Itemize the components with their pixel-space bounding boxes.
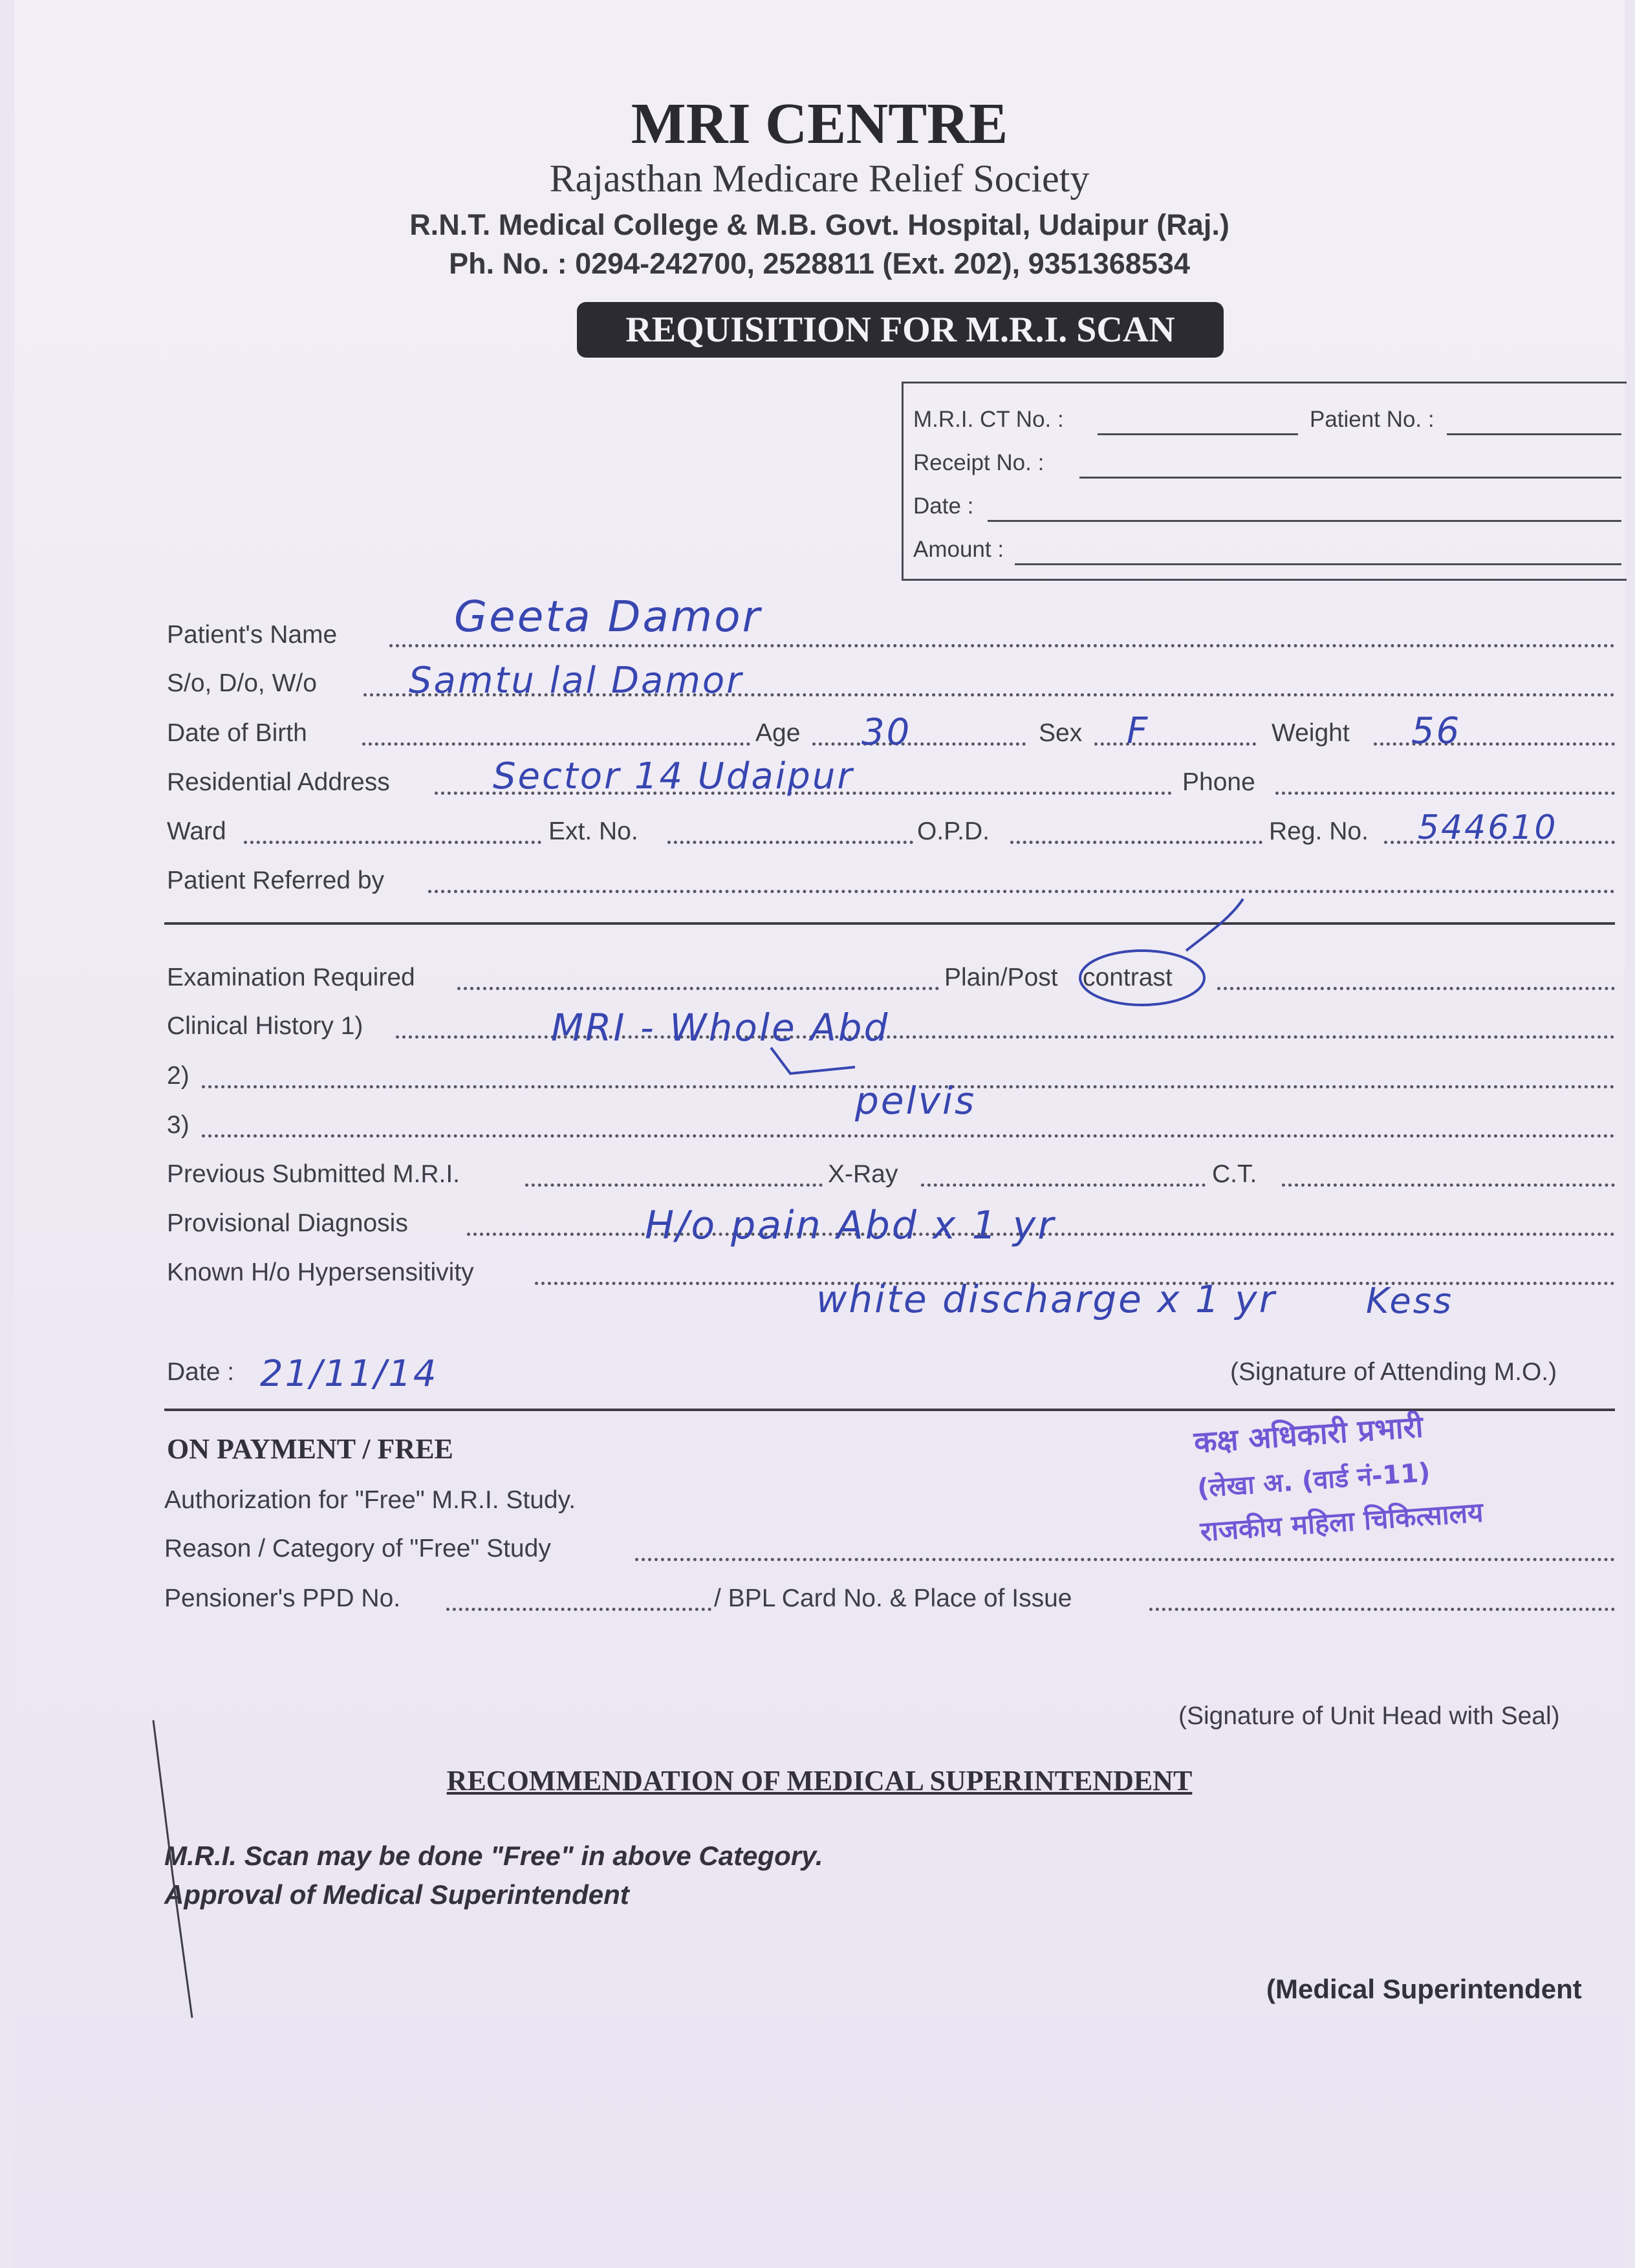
sex-value: F xyxy=(1127,710,1150,752)
contrast-tick xyxy=(1186,899,1243,951)
ppd-label: Pensioner's PPD No. xyxy=(164,1584,401,1612)
phone-label: Phone xyxy=(1182,768,1255,796)
recommendation-line-1: M.R.I. Scan may be done "Free" in above Category. xyxy=(164,1841,823,1871)
age-value: 30 xyxy=(861,711,912,753)
relation-label: S/o, D/o, W/o xyxy=(167,669,317,697)
prov-diagnosis-label: Provisional Diagnosis xyxy=(167,1209,408,1237)
weight-label: Weight xyxy=(1272,719,1350,747)
referred-by-label: Patient Referred by xyxy=(167,867,385,894)
superintendent-signature-label: (Medical Superintendent xyxy=(1266,1974,1582,2004)
ward-label: Ward xyxy=(167,817,226,845)
authorization-label: Authorization for "Free" M.R.I. Study. xyxy=(164,1486,576,1514)
stamp-line-1: कक्ष अधिकारी प्रभारी xyxy=(1193,1409,1424,1460)
ink-marks-overlay xyxy=(14,0,1625,2268)
recommendation-line-2: Approval of Medical Superintendent xyxy=(164,1879,629,1910)
requisition-form xyxy=(14,0,1625,2268)
stamp-line-2: (लेखा अ. (वार्ड नं-11) xyxy=(1196,1458,1431,1504)
patient-no-label: Patient No. : xyxy=(1310,407,1435,432)
exam-value-2: pelvis xyxy=(855,1079,977,1123)
history-value-2: white discharge x 1 yr xyxy=(816,1277,1277,1321)
exam-required-label: Examination Required xyxy=(167,964,415,991)
stamp-line-3: राजकीय महिला चिकित्सालय xyxy=(1199,1496,1484,1548)
plain-post-label: Plain/Post xyxy=(944,964,1058,991)
history-3-label: 3) xyxy=(167,1111,189,1139)
date-label: Date : xyxy=(167,1358,235,1386)
patient-name-value: Geeta Damor xyxy=(454,592,762,642)
sex-label: Sex xyxy=(1039,719,1083,747)
phone-numbers: Ph. No. : 0294-242700, 2528811 (Ext. 202), 9351368534 xyxy=(449,247,1190,280)
mri-ct-no-label: M.R.I. CT No. : xyxy=(913,407,1064,432)
exam-value: MRI - Whole Abd xyxy=(551,1006,890,1050)
reason-label: Reason / Category of "Free" Study xyxy=(164,1535,551,1562)
college-name: R.N.T. Medical College & M.B. Govt. Hospital, Udaipur (Raj.) xyxy=(409,208,1229,241)
age-label: Age xyxy=(755,719,801,747)
centre-title: MRI CENTRE xyxy=(631,92,1008,156)
amount-label: Amount : xyxy=(913,537,1004,562)
contrast-option[interactable]: contrast xyxy=(1083,964,1173,991)
date-value: 21/11/14 xyxy=(260,1353,439,1395)
address-label: Residential Address xyxy=(167,768,390,796)
reg-no-label: Reg. No. xyxy=(1269,817,1369,845)
recommendation-heading: RECOMMENDATION OF MEDICAL SUPERINTENDENT xyxy=(446,1765,1193,1797)
history-2-label: 2) xyxy=(167,1062,189,1090)
payment-heading: ON PAYMENT / FREE xyxy=(167,1433,453,1465)
weight-value: 56 xyxy=(1411,710,1462,752)
dob-label: Date of Birth xyxy=(167,719,307,747)
relation-value: Samtu lal Damor xyxy=(409,660,744,702)
exam-dash-mark xyxy=(771,1048,855,1074)
prev-mri-label: Previous Submitted M.R.I. xyxy=(167,1160,460,1188)
xray-label: X-Ray xyxy=(828,1160,898,1188)
clinical-history-label: Clinical History 1) xyxy=(167,1012,363,1040)
ext-no-label: Ext. No. xyxy=(548,817,638,845)
mo-signature-label: (Signature of Attending M.O.) xyxy=(1230,1358,1557,1386)
bpl-label: / BPL Card No. & Place of Issue xyxy=(714,1584,1072,1612)
opd-label: O.P.D. xyxy=(917,817,990,845)
form-title-banner: REQUISITION FOR M.R.I. SCAN xyxy=(577,302,1224,358)
box-date-label: Date : xyxy=(913,493,974,519)
receipt-no-label: Receipt No. : xyxy=(913,450,1045,475)
contrast-circle xyxy=(1080,951,1204,1005)
history-value-1: H/o pain Abd x 1 yr xyxy=(645,1203,1056,1248)
society-name: Rajasthan Medicare Relief Society xyxy=(549,157,1090,200)
unit-head-signature-label: (Signature of Unit Head with Seal) xyxy=(1178,1702,1560,1730)
mo-signature: Kess xyxy=(1366,1280,1453,1321)
ct-label: C.T. xyxy=(1212,1160,1257,1188)
margin-pen-line xyxy=(153,1720,192,2018)
hypersensitivity-label: Known H/o Hypersensitivity xyxy=(167,1258,474,1286)
patient-name-label: Patient's Name xyxy=(167,621,338,649)
address-value: Sector 14 Udaipur xyxy=(493,755,854,797)
reg-no-value: 544610 xyxy=(1418,808,1558,847)
